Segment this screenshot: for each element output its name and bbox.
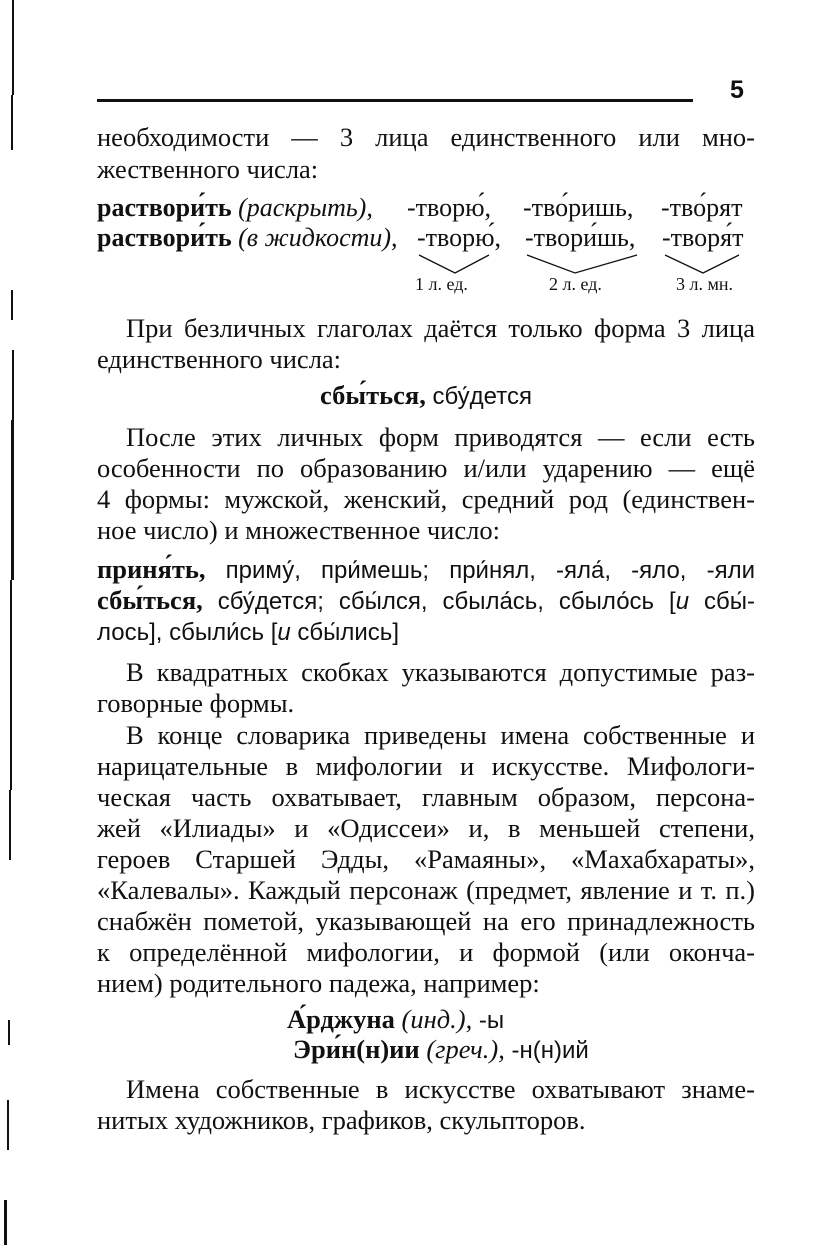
gloss: (раскрыть), (238, 193, 373, 222)
form-2sg: -твори́шь, (525, 223, 636, 252)
page-number: 5 (730, 76, 744, 104)
form-2sg: -тво́ришь, (523, 193, 634, 222)
label-3pl: 3 л. мн. (676, 274, 734, 294)
forms: приму́, при́мешь; при́нял, -яла́, -яло, -яли (225, 557, 756, 584)
impersonal-example (97, 379, 755, 413)
verb-example-2 (97, 584, 755, 618)
verb-example-1 (97, 553, 755, 587)
label-2sg: 2 л. ед. (549, 274, 602, 294)
verb-example-2-cont: лось], сбыли́сь [и сбы́лись] (97, 619, 399, 646)
form-3pl: -тво́рят (661, 193, 743, 222)
names-line-5: героев Старшей Эдды, «Рамаяны», «Махабхараты», (97, 844, 755, 874)
brackets-note-line-2: говорные формы. (97, 688, 295, 718)
past-forms-line-2: особенности по образованию и/или ударению — ещё (97, 453, 755, 483)
names-line-2: нарицательные в мифологии и искусстве. Мифологи- (97, 751, 755, 781)
name-example-2 (293, 1033, 589, 1067)
form-1sg: -творю́, (407, 193, 492, 222)
headword: раствори́ть (97, 193, 232, 222)
headword: А́рджуна (287, 1004, 395, 1034)
form-1sg: -творю́, (417, 223, 502, 252)
headword: сбы́ться, (320, 380, 426, 410)
headword: Эри́н(н)ии (293, 1034, 420, 1064)
ending: -ы (478, 1007, 505, 1034)
forms: сбу́дется; сбы́лся, сбыла́сь, сбыло́сь [и сбы́- (217, 588, 755, 615)
names-line-9: нием) родительного падежа, например: (97, 968, 540, 998)
headword: раствори́ть (97, 223, 232, 252)
names-line-8: к определённой мифологии, и формой (или оконча- (97, 937, 755, 967)
ending: -н(н)ий (511, 1037, 589, 1064)
intro-line-1: необходимости — 3 лица единственного или мно- (97, 122, 755, 152)
headword: приня́ть, (97, 554, 206, 584)
form-3pl: -творя́т (662, 223, 744, 252)
headword: сбы́ться, (97, 585, 203, 615)
scan-margin-artifacts (0, 0, 20, 1250)
art-line-1: Имена собственные в искусстве охватывают знаме- (126, 1074, 755, 1104)
past-forms-line-1: После этих личных форм приводятся — если есть (126, 422, 755, 452)
gloss: (греч.), (426, 1034, 505, 1064)
label-1sg: 1 л. ед. (415, 274, 468, 294)
names-line-3: ческая часть охватывает, главным образом, персона- (97, 782, 755, 812)
names-line-1: В конце словарика приведены имена собственные и (126, 720, 755, 750)
art-line-2: нитых художников, графиков, скульпторов. (97, 1105, 586, 1135)
names-line-6: «Калевалы». Каждый персонаж (предмет, явление и т. п.) (97, 875, 755, 905)
impersonal-line-1: При безличных глаголах даётся только форма 3 лица (126, 313, 755, 343)
names-line-4: жей «Илиады» и «Одиссеи» и, в меньшей степени, (97, 813, 755, 843)
intro-line-2: жественного числа: (97, 154, 319, 184)
past-forms-line-4: ное число) и множественное число: (97, 515, 500, 545)
past-forms-line-3: 4 формы: мужской, женский, средний род (единствен- (97, 484, 755, 514)
form: сбу́дется (432, 383, 532, 410)
gloss: (инд.), (401, 1004, 473, 1034)
impersonal-line-2: единственного числа: (97, 344, 342, 374)
header-rule (97, 99, 693, 102)
name-example-1 (287, 1003, 504, 1037)
names-line-7: снабжён пометой, указывающей на его принадлежность (97, 906, 755, 936)
brackets-note-line-1: В квадратных скобках указываются допустимые раз- (126, 657, 755, 687)
gloss: (в жидкости), (238, 223, 398, 252)
